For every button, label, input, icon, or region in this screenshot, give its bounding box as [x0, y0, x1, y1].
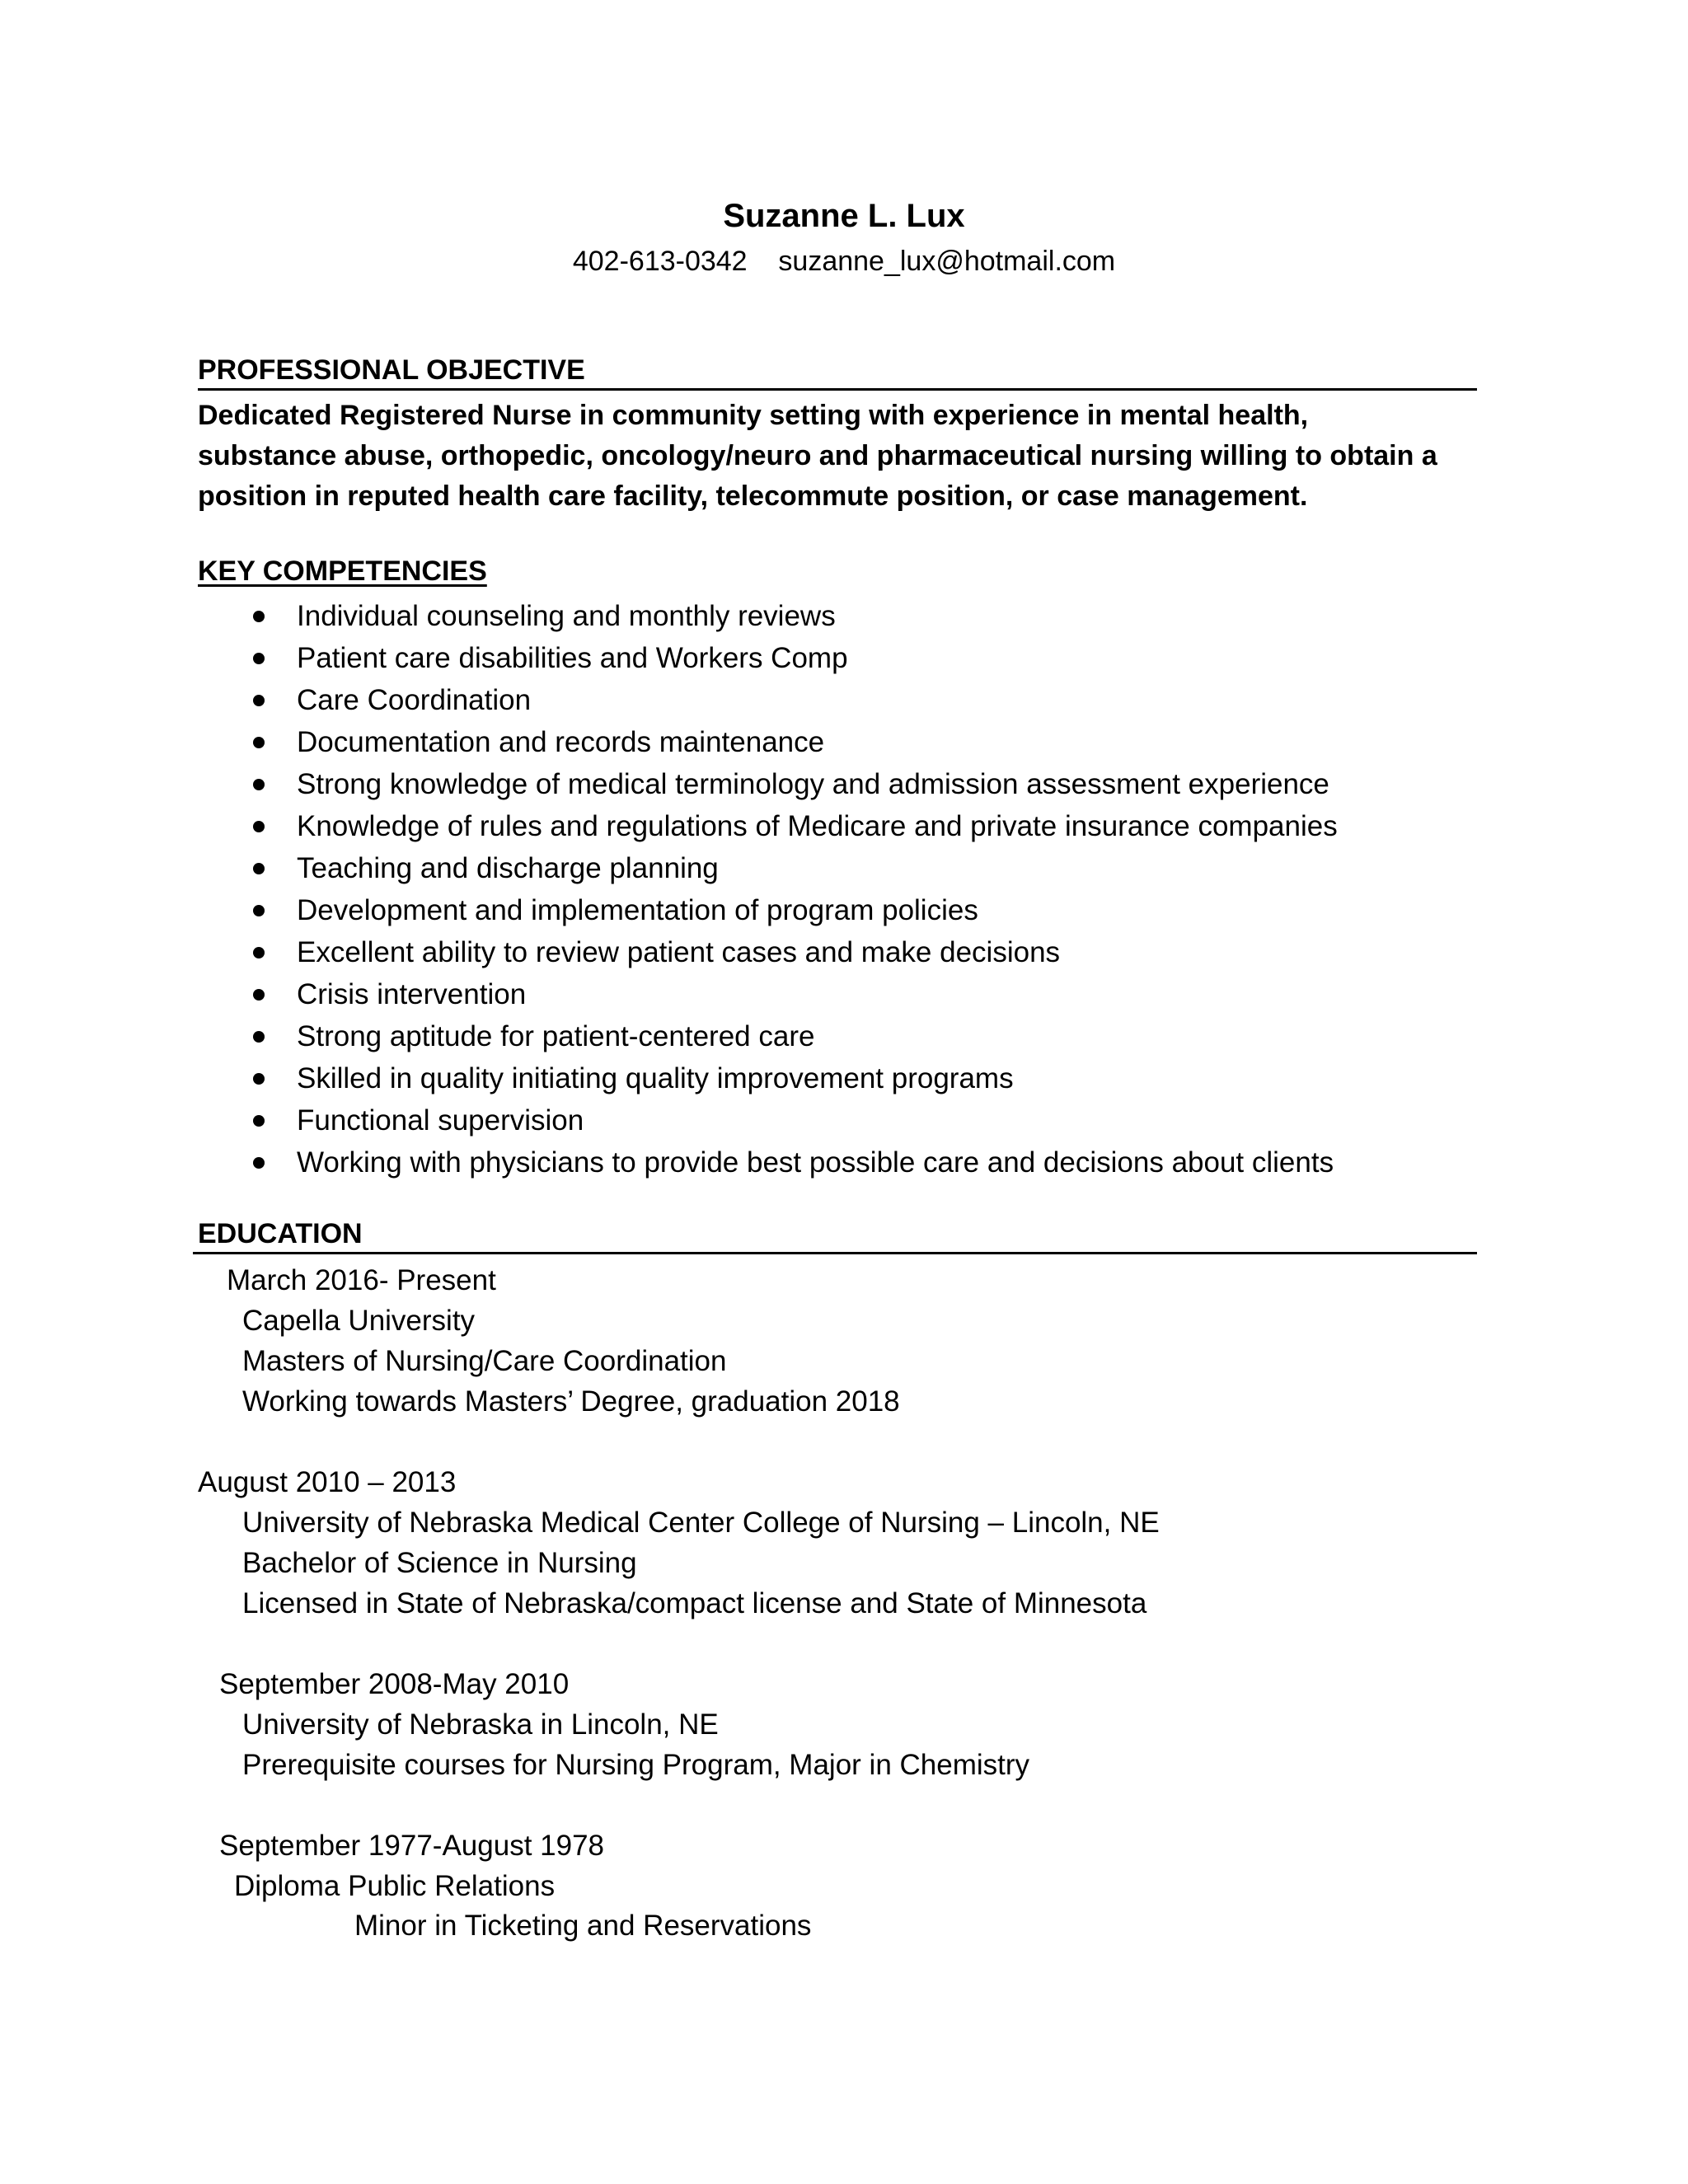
phone-number: 402-613-0342: [572, 246, 748, 277]
list-item: [239, 721, 1338, 763]
list-item-text: Teaching and discharge planning: [297, 852, 719, 884]
list-item: [239, 763, 1338, 805]
bullet-icon: [253, 863, 265, 874]
list-item: [239, 931, 1338, 973]
education-dates: August 2010 – 2013: [198, 1466, 457, 1498]
list-item-text: Individual counseling and monthly reviews: [297, 600, 836, 632]
list-item-text: Patient care disabilities and Workers Comp: [297, 642, 848, 674]
list-item: [239, 679, 1338, 721]
bullet-icon: [253, 737, 265, 748]
list-item-text: Development and implementation of program policies: [297, 894, 978, 926]
list-item-text: Documentation and records maintenance: [297, 726, 825, 758]
bullet-icon: [253, 779, 265, 790]
bullet-icon: [253, 821, 265, 832]
competencies-heading-text: KEY COMPETENCIES: [198, 555, 487, 587]
education-detail: Bachelor of Science in Nursing: [242, 1547, 637, 1579]
list-item: [239, 1099, 1338, 1141]
objective-line: position in reputed health care facility, telecommute position, or case management.: [198, 480, 1308, 512]
list-item: [239, 973, 1338, 1015]
education-detail: Minor in Ticketing and Reservations: [354, 1910, 812, 1942]
list-item-text: Strong knowledge of medical terminology and admission assessment experience: [297, 768, 1329, 800]
objective-line: Dedicated Registered Nurse in community setting with experience in mental health,: [198, 400, 1309, 431]
competencies-heading: [198, 555, 487, 589]
bullet-icon: [253, 653, 265, 664]
bullet-icon: [253, 611, 265, 622]
list-item-text: Knowledge of rules and regulations of Medicare and private insurance companies: [297, 810, 1338, 842]
list-item: [239, 847, 1338, 889]
bullet-icon: [253, 1157, 265, 1169]
list-item-text: Care Coordination: [297, 684, 532, 716]
objective-text: [198, 396, 1500, 517]
email-address: suzanne_lux@hotmail.com: [778, 246, 1116, 277]
list-item-text: Working with physicians to provide best possible care and decisions about clients: [297, 1146, 1334, 1179]
list-item-text: Crisis intervention: [297, 978, 527, 1010]
contact-line: [0, 246, 1688, 278]
education-dates: September 1977-August 1978: [219, 1830, 604, 1862]
education-dates: March 2016- Present: [227, 1264, 496, 1296]
list-item-text: Skilled in quality initiating quality improvement programs: [297, 1062, 1014, 1094]
list-item: [239, 805, 1338, 847]
objective-line: substance abuse, orthopedic, oncology/neuro and pharmaceutical nursing willing to obtain a: [198, 440, 1437, 471]
education-detail: Masters of Nursing/Care Coordination: [242, 1345, 727, 1377]
list-item: [239, 1015, 1338, 1057]
candidate-name: Suzanne L. Lux: [723, 198, 965, 234]
education-detail: Capella University: [242, 1305, 476, 1337]
list-item-text: Functional supervision: [297, 1104, 584, 1137]
education-heading-text: EDUCATION: [198, 1218, 363, 1249]
bullet-icon: [253, 905, 265, 916]
list-item-text: Strong aptitude for patient-centered care: [297, 1020, 815, 1052]
bullet-icon: [253, 1073, 265, 1085]
bullet-icon: [253, 989, 265, 1001]
bullet-icon: [253, 695, 265, 706]
education-dates: September 2008-May 2010: [219, 1668, 570, 1700]
education-detail: Working towards Masters’ Degree, graduation 2018: [242, 1385, 900, 1418]
list-item: [239, 1057, 1338, 1099]
education-detail: Licensed in State of Nebraska/compact license and State of Minnesota: [242, 1587, 1147, 1619]
bullet-icon: [253, 947, 265, 958]
competencies-list: [239, 595, 1338, 1183]
bullet-icon: [253, 1115, 265, 1127]
education-detail: University of Nebraska Medical Center College of Nursing – Lincoln, NE: [242, 1507, 1160, 1539]
list-item: [239, 637, 1338, 679]
education-detail: Prerequisite courses for Nursing Program, Major in Chemistry: [242, 1749, 1030, 1781]
list-item: [239, 595, 1338, 637]
list-item: [239, 1141, 1338, 1183]
bullet-icon: [253, 1031, 265, 1043]
objective-heading-text: PROFESSIONAL OBJECTIVE: [198, 354, 585, 386]
list-item-text: Excellent ability to review patient cases and make decisions: [297, 936, 1061, 968]
education-detail: University of Nebraska in Lincoln, NE: [242, 1708, 719, 1741]
education-heading: [193, 1218, 1477, 1254]
education-detail: Diploma Public Relations: [234, 1870, 556, 1902]
objective-heading: [198, 354, 1477, 391]
list-item: [239, 889, 1338, 931]
